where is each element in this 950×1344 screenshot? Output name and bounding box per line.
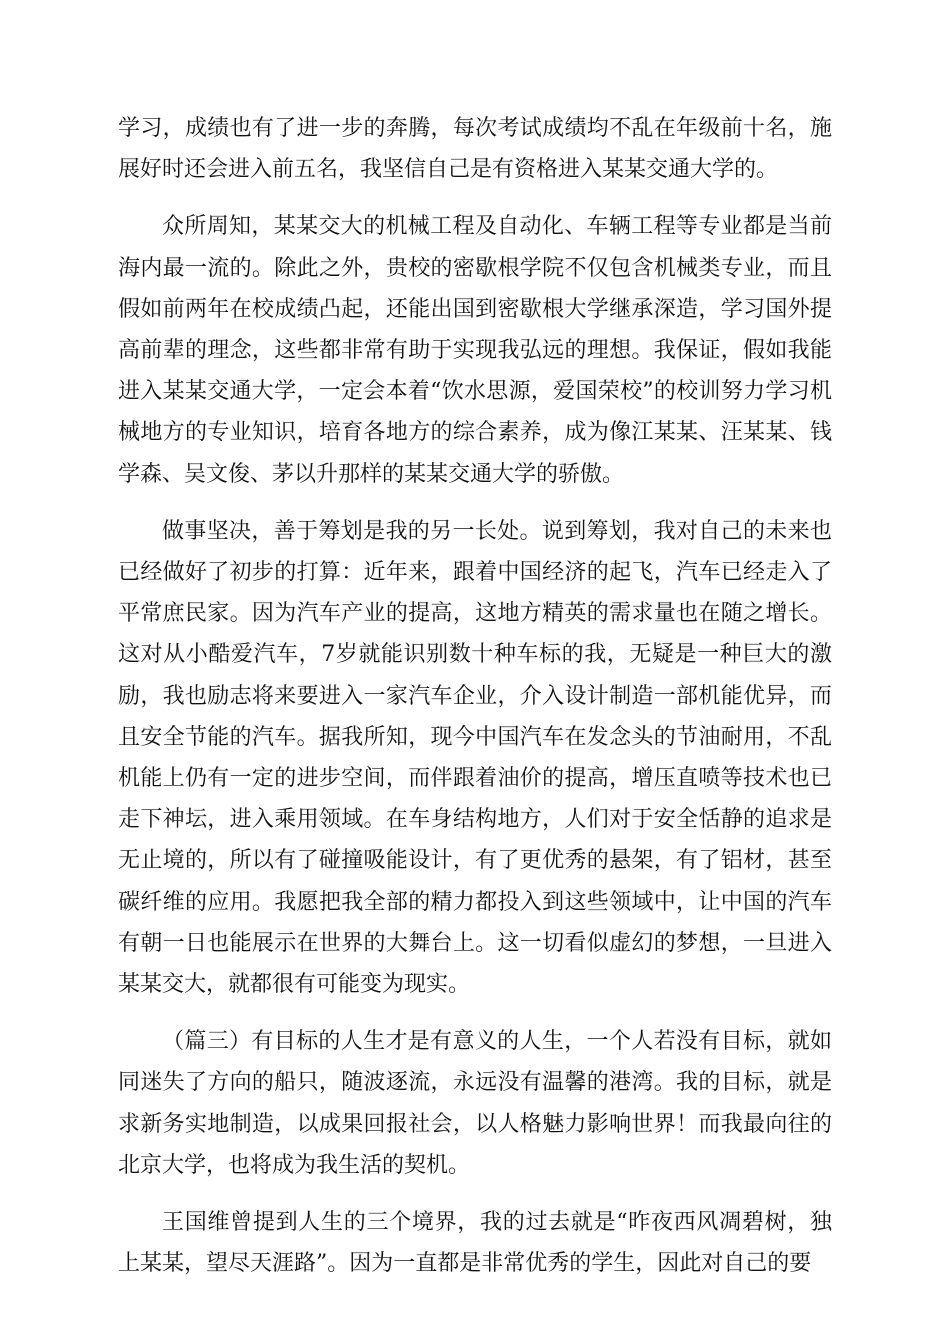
paragraph-2: 众所周知，某某交大的机械工程及自动化、车辆工程等专业都是当前海内最一流的。除此之外，贵校的密歇根学院不仅包含机械类专业，而且假如前两年在校成绩凸起，还能出国到密歇根大学继承深造，学习国外提高前辈的理念，这些都非常有助于实现我弘远的理想。我保证，假如我能进入某某交通大学，一定会本着“饮水思源，爱国荣校”的校训努力学习机械地方的专业知识，培育各地方的综合素养，成为像江某某、汪某某、钱学森、吴文俊、茅以升那样的某某交通大学的骄傲。: [118, 214, 832, 487]
paragraph-3: 做事坚决，善于筹划是我的另一长处。说到筹划，我对自己的未来也已经做好了初步的打算：近年来，跟着中国经济的起飞，汽车已经走入了平常庶民家。因为汽车产业的提高，这地方精英的需求量也在随之增长。这对从小酷爱汽车，7岁就能识别数十种车标的我，无疑是一种巨大的激励，我也励志将来要进入一家汽车企业，介入设计制造一部机能优异，而且安全节能的汽车。据我所知，现今中国汽车在发念头的节油耐用，不乱机能上仍有一定的进步空间，而伴跟着油价的提高，增压直喷等技术也已走下神坛，进入乘用领域。在车身结构地方，人们对于安全恬静的追求是无止境的，所以有了碰撞吸能设计，有了更优秀的悬架，有了铝材，甚至碳纤维的应用。我愿把我全部的精力都投入到这些领域中，让中国的汽车有朝一日也能展示在世界的大舞台上。这一切看似虚幻的梦想，一旦进入某某交大，就都很有可能变为现实。: [118, 518, 832, 998]
document-body: [118, 108, 832, 1284]
paragraph-4: （篇三）有目标的人生才是有意义的人生，一个人若没有目标，就如同迷失了方向的船只，随波逐流，永远没有温馨的港湾。我的目标，就是求新务实地制造，以成果回报社会，以人格魅力影响世界！而我最向往的北京大学，也将成为我生活的契机。: [118, 1029, 832, 1178]
paragraph-5: 王国维曾提到人生的三个境界，我的过去就是“昨夜西风凋碧树，独上某某，望尽天涯路”。因为一直都是非常优秀的学生，因此对自己的要: [118, 1210, 832, 1277]
paragraph-gap: [118, 495, 832, 511]
paragraph-gap: [118, 1005, 832, 1021]
paragraph-1: 学习，成绩也有了进一步的奔腾，每次考试成绩均不乱在年级前十名，施展好时还会进入前五名，我坚信自己是有资格进入某某交通大学的。: [118, 116, 832, 183]
paragraph-gap: [118, 1186, 832, 1202]
paragraph-gap: [118, 190, 832, 206]
